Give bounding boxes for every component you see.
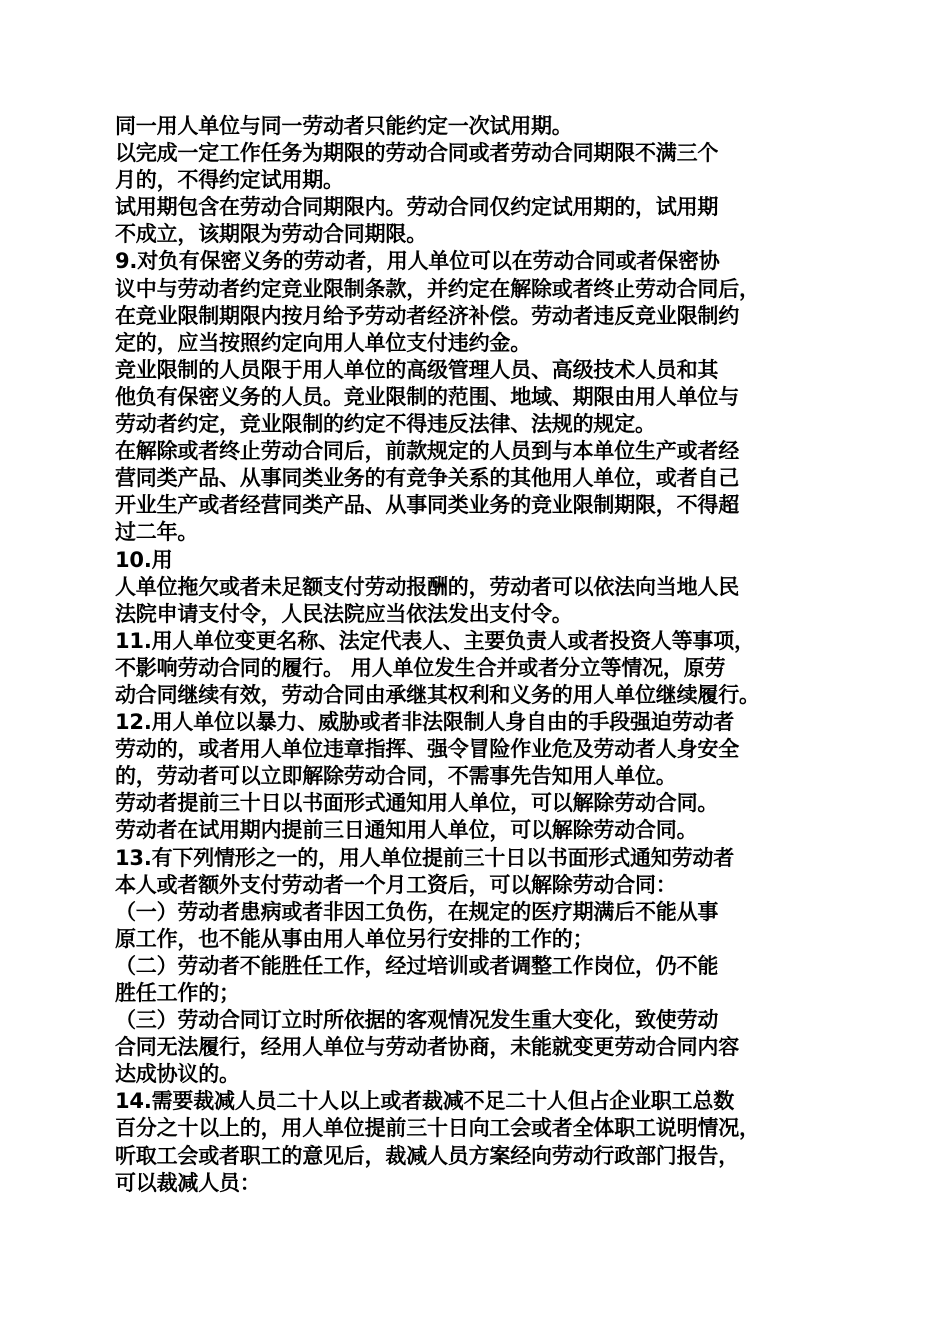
text-line: 营同类产品、从事同类业务的有竞争关系的其他用人单位，或者自己 xyxy=(115,466,739,491)
text-line: 动合同继续有效，劳动合同由承继其权利和义务的用人单位继续履行。 xyxy=(115,682,760,707)
text-line: 13.有下列情形之一的，用人单位提前三十日以书面形式通知劳动者 xyxy=(115,845,734,870)
text-line: 百分之十以上的，用人单位提前三十日向工会或者全体职工说明情况， xyxy=(115,1116,760,1141)
text-line: （二）劳动者不能胜任工作，经过培训或者调整工作岗位，仍不能 xyxy=(115,953,719,978)
text-line: 9.对负有保密义务的劳动者，用人单位可以在劳动合同或者保密协 xyxy=(115,249,720,274)
text-line: 开业生产或者经营同类产品、从事同类业务的竞业限制期限，不得超 xyxy=(115,493,739,518)
text-line: 听取工会或者职工的意见后，裁减人员方案经向劳动行政部门报告， xyxy=(115,1143,739,1168)
text-line: 劳动者约定，竞业限制的约定不得违反法律、法规的规定。 xyxy=(115,412,656,437)
text-line: 10.用 xyxy=(115,547,173,572)
text-line: 法院申请支付令，人民法院应当依法发出支付令。 xyxy=(115,601,573,626)
text-line: 11.用人单位变更名称、法定代表人、主要负责人或者投资人等事项， xyxy=(115,628,755,653)
text-line: 不成立，该期限为劳动合同期限。 xyxy=(115,222,427,247)
document-body-text xyxy=(115,113,855,1197)
text-line: 他负有保密义务的人员。竞业限制的范围、地域、期限由用人单位与 xyxy=(115,384,739,409)
text-line: 合同无法履行，经用人单位与劳动者协商，未能就变更劳动合同内容 xyxy=(115,1035,739,1060)
text-line: 议中与劳动者约定竞业限制条款，并约定在解除或者终止劳动合同后， xyxy=(115,276,760,301)
text-line: 达成协议的。 xyxy=(115,1062,240,1087)
text-line: 不影响劳动合同的履行。 用人单位发生合并或者分立等情况，原劳 xyxy=(115,655,726,680)
text-line: 本人或者额外支付劳动者一个月工资后，可以解除劳动合同： xyxy=(115,872,677,897)
text-line: 12.用人单位以暴力、威胁或者非法限制人身自由的手段强迫劳动者 xyxy=(115,710,734,735)
text-line: 胜任工作的； xyxy=(115,981,240,1005)
text-line: 试用期包含在劳动合同期限内。劳动合同仅约定试用期的，试用期 xyxy=(115,195,719,220)
text-line: 人单位拖欠或者未足额支付劳动报酬的，劳动者可以依法向当地人民 xyxy=(115,574,739,599)
text-line: 在竞业限制期限内按月给予劳动者经济补偿。劳动者违反竞业限制约 xyxy=(115,303,739,328)
text-line: 月的，不得约定试用期。 xyxy=(115,168,344,193)
text-line: 14.需要裁减人员二十人以上或者裁减不足二十人但占企业职工总数 xyxy=(115,1089,734,1114)
text-line: 劳动者提前三十日以书面形式通知用人单位，可以解除劳动合同。 xyxy=(115,791,719,816)
text-line: 的，劳动者可以立即解除劳动合同，不需事先告知用人单位。 xyxy=(115,764,677,789)
text-line: （一）劳动者患病或者非因工负伤，在规定的医疗期满后不能从事 xyxy=(115,899,719,924)
text-line: 以完成一定工作任务为期限的劳动合同或者劳动合同期限不满三个 xyxy=(115,141,719,166)
text-line: 竞业限制的人员限于用人单位的高级管理人员、高级技术人员和其 xyxy=(115,357,719,382)
text-line: 同一用人单位与同一劳动者只能约定一次试用期。 xyxy=(115,114,573,138)
text-line: 原工作，也不能从事由用人单位另行安排的工作的； xyxy=(115,926,594,951)
text-line: （三）劳动合同订立时所依据的客观情况发生重大变化，致使劳动 xyxy=(115,1008,719,1033)
text-line: 定的，应当按照约定向用人单位支付违约金。 xyxy=(115,330,531,355)
text-line: 在解除或者终止劳动合同后，前款规定的人员到与本单位生产或者经 xyxy=(115,439,739,464)
text-line: 劳动的，或者用人单位违章指挥、强令冒险作业危及劳动者人身安全 xyxy=(115,737,739,762)
text-line: 过二年。 xyxy=(115,520,199,545)
text-line: 劳动者在试用期内提前三日通知用人单位，可以解除劳动合同。 xyxy=(115,818,698,843)
text-line: 可以裁减人员： xyxy=(115,1170,261,1195)
